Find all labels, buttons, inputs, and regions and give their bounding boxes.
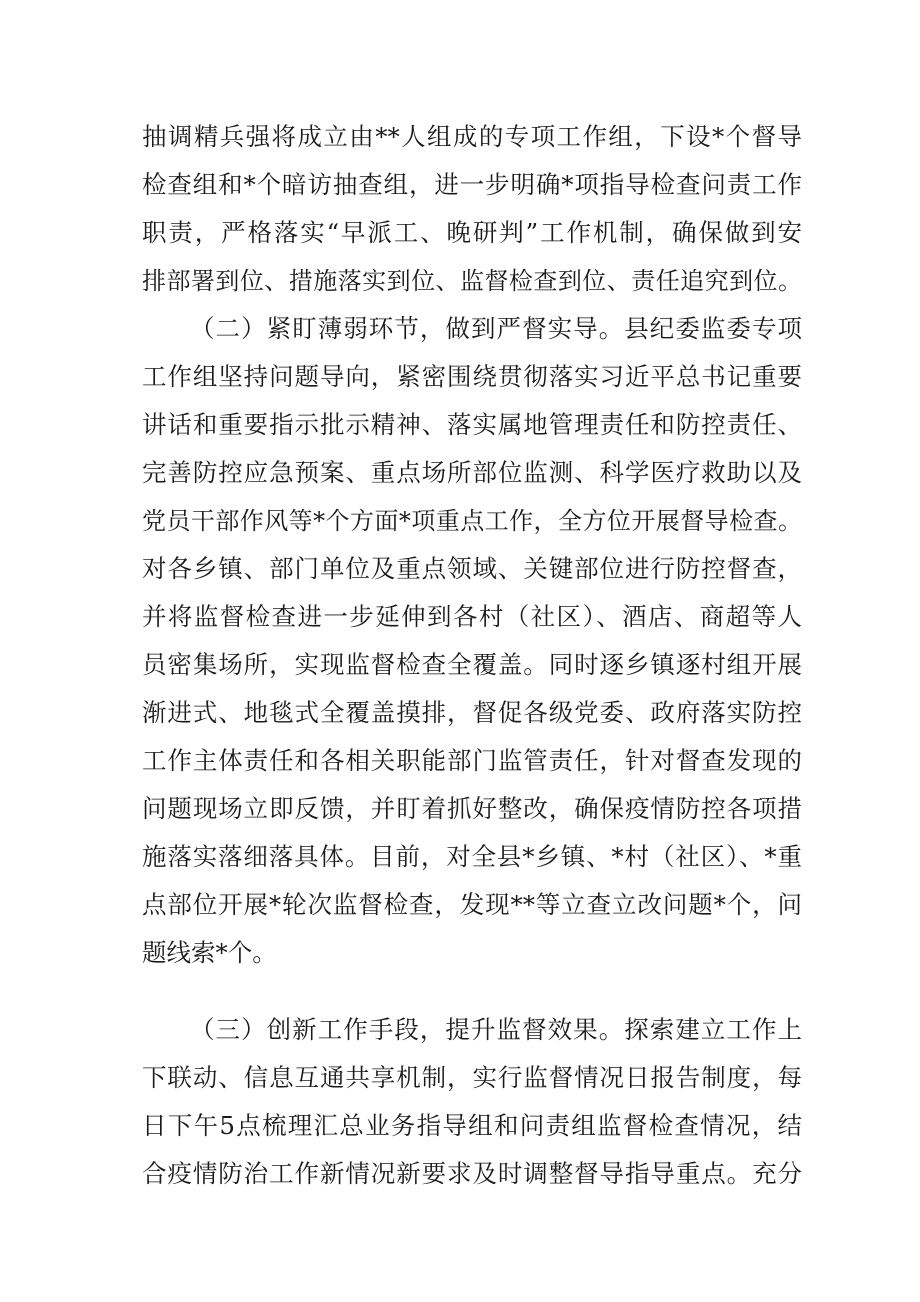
text-line-1: 抽调精兵强将成立由**人组成的专项工作组，下设*个督导 xyxy=(142,122,802,151)
paragraph-2-heading-line: （二）紧盯薄弱环节，做到严督实导。县纪委监委专项 xyxy=(190,314,802,343)
text-line-16: 施落实落细落具体。目前，对全县*乡镇、*村（社区）、*重 xyxy=(142,842,802,871)
text-line-9: 党员干部作风等*个方面*项重点工作，全方位开展督导检查。 xyxy=(142,507,802,535)
text-line-11: 并将监督检查进一步延伸到各村（社区）、酒店、商超等人 xyxy=(142,602,802,631)
text-line-4: 排部署到位、措施落实到位、监督检查到位、责任追究到位。 xyxy=(142,267,802,295)
text-line-21: 日下午5点梳理汇总业务指导组和问责组监督检查情况，结 xyxy=(142,1111,802,1140)
text-line-2: 检查组和*个暗访抽查组，进一步明确*项指导检查问责工作 xyxy=(142,170,802,199)
text-line-14: 工作主体责任和各相关职能部门监管责任，针对督查发现的 xyxy=(142,746,802,775)
text-line-10: 对各乡镇、部门单位及重点领域、关键部位进行防控督查， xyxy=(142,554,802,583)
text-line-7: 讲话和重要指示批示精神、落实属地管理责任和防控责任、 xyxy=(142,410,802,439)
text-line-20: 下联动、信息互通共享机制，实行监督情况日报告制度，每 xyxy=(142,1063,802,1092)
text-line-18: 题线索*个。 xyxy=(142,938,277,967)
text-line-12: 员密集场所，实现监督检查全覆盖。同时逐乡镇逐村组开展 xyxy=(142,650,802,679)
text-line-17: 点部位开展*轮次监督检查，发现**等立查立改问题*个，问 xyxy=(142,890,802,919)
text-line-15: 问题现场立即反馈，并盯着抓好整改，确保疫情防控各项措 xyxy=(142,794,802,823)
text-line-8: 完善防控应急预案、重点场所部位监测、科学医疗救助以及 xyxy=(142,458,802,487)
text-line-22: 合疫情防治工作新情况新要求及时调整督导指导重点。充分 xyxy=(142,1159,802,1188)
text-line-13: 渐进式、地毯式全覆盖摸排，督促各级党委、政府落实防控 xyxy=(142,698,802,727)
text-line-6: 工作组坚持问题导向，紧密围绕贯彻落实习近平总书记重要 xyxy=(142,362,802,391)
paragraph-3-heading-line: （三）创新工作手段，提升监督效果。探索建立工作上 xyxy=(190,1015,802,1044)
text-line-3: 职责，严格落实“早派工、晚研判”工作机制，确保做到安 xyxy=(142,218,802,247)
